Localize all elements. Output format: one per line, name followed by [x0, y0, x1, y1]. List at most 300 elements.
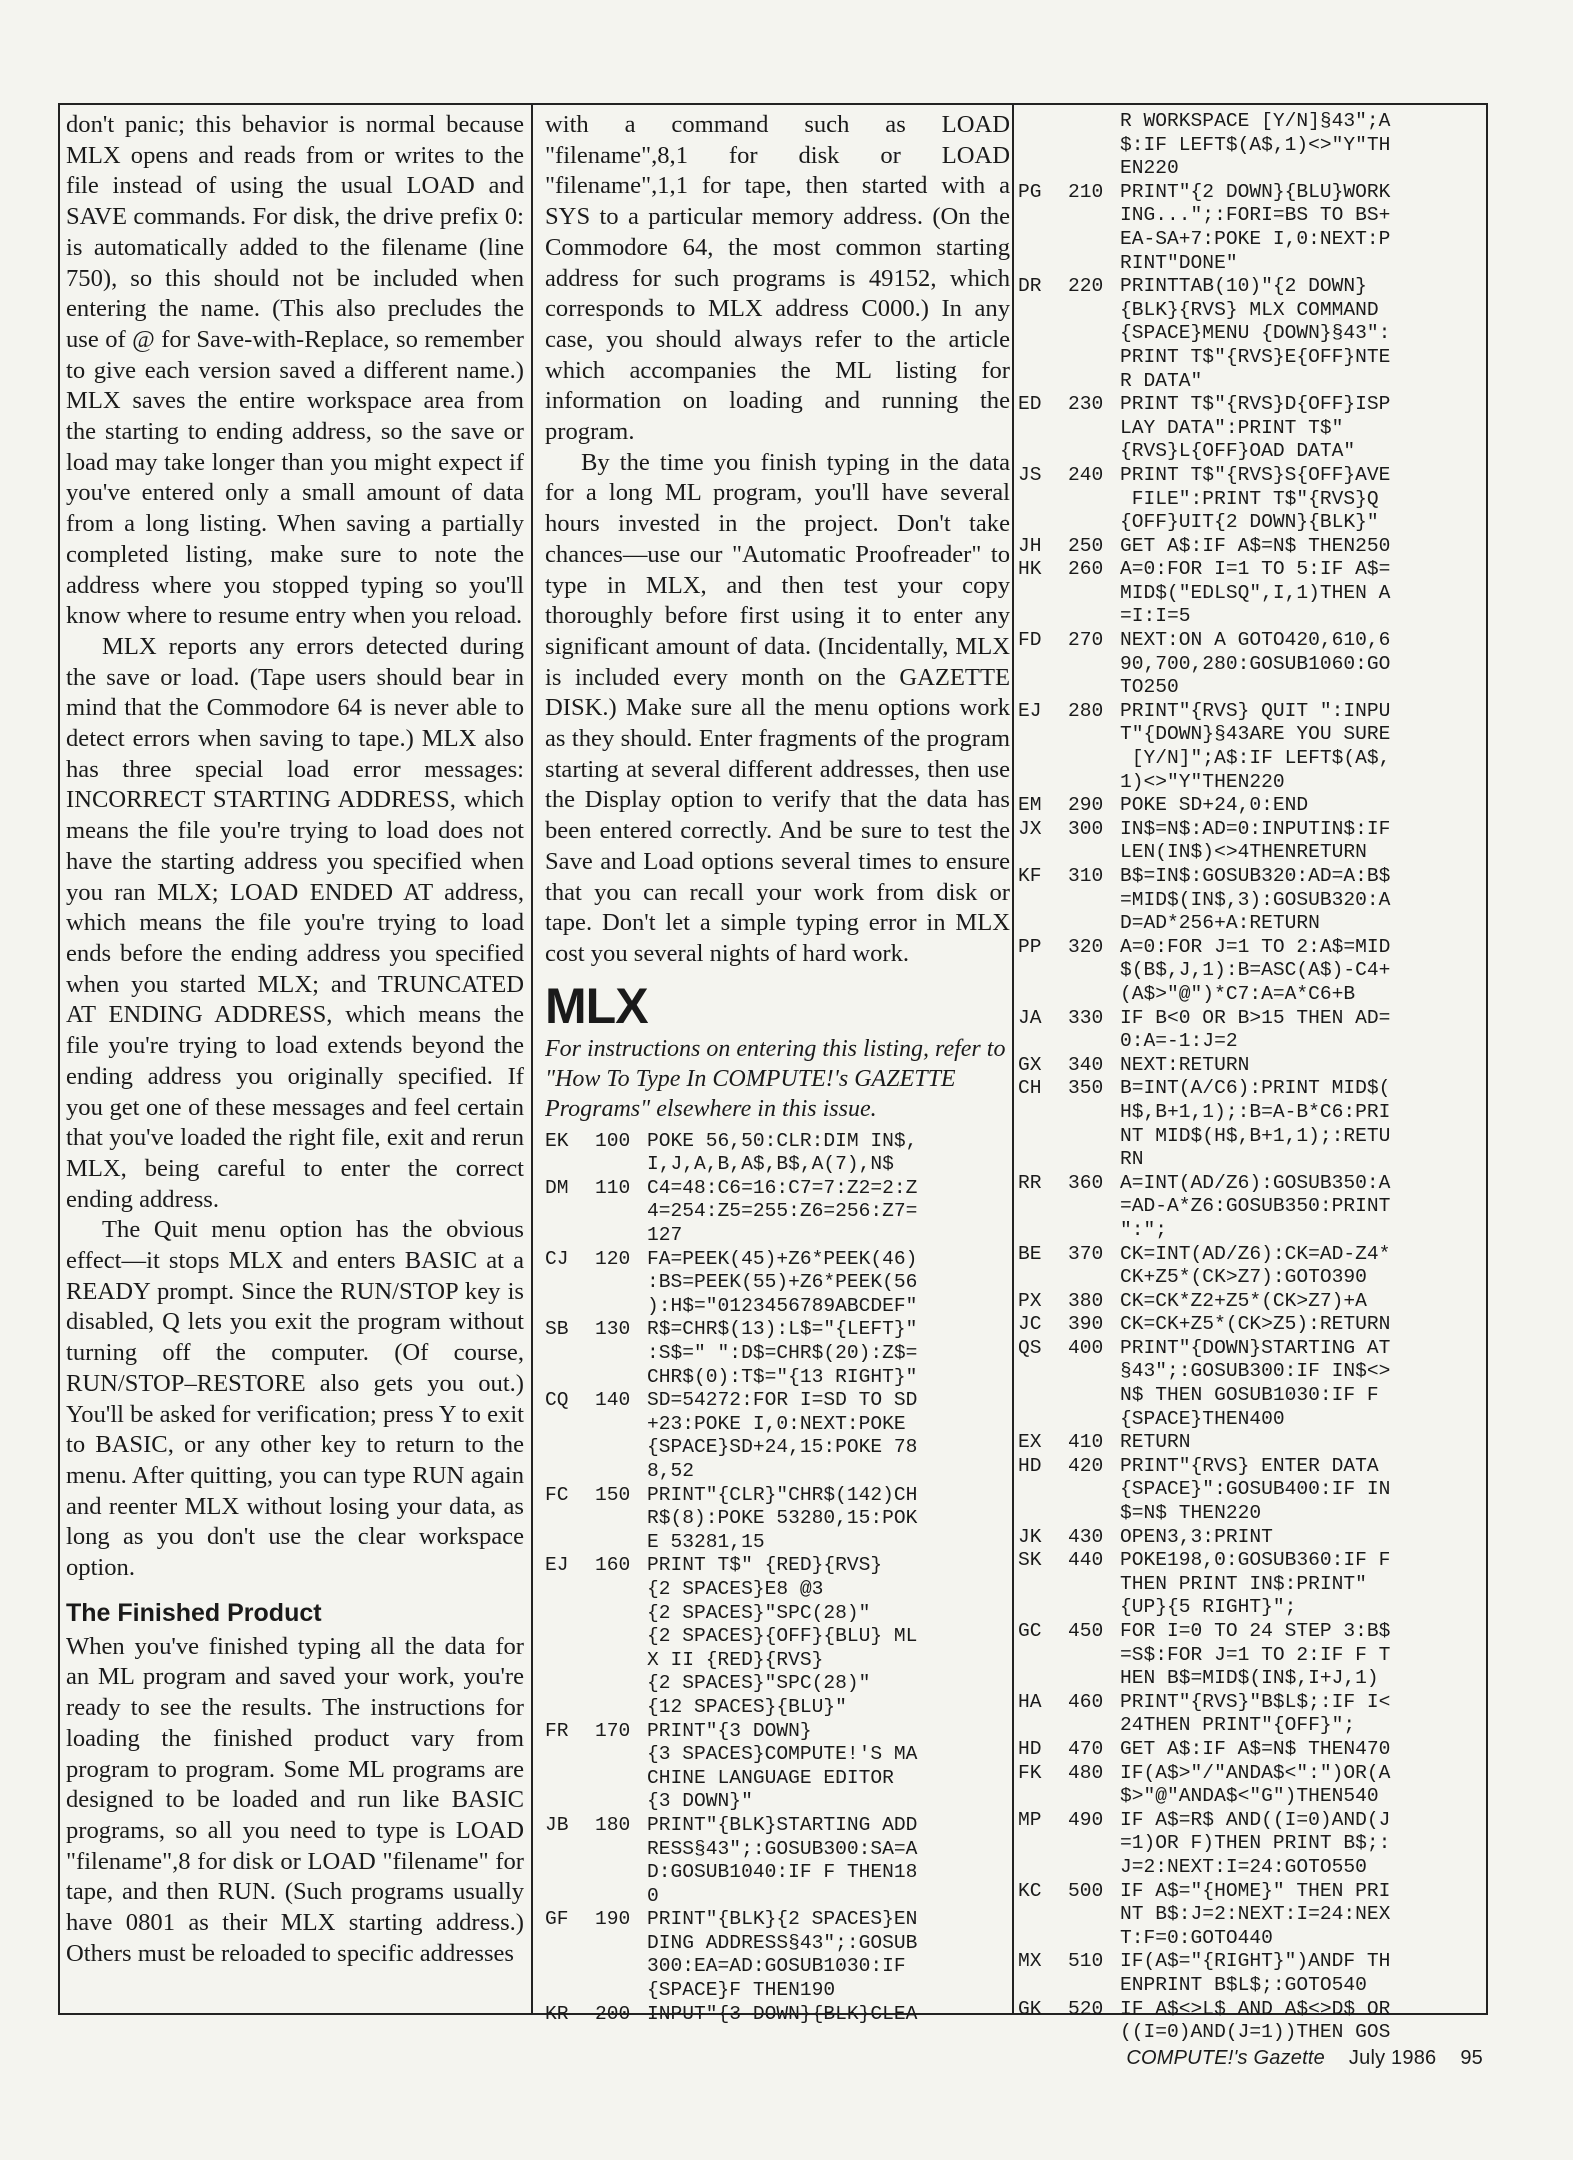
code-text: {SPACE}MENU {DOWN}§43": [1120, 322, 1391, 345]
code-text: PRINT"{RVS}"B$L$;:IF I< [1120, 1690, 1391, 1713]
code-line [545, 1672, 1010, 1696]
code-line [1018, 1455, 1484, 1479]
line-number [1068, 1573, 1120, 1597]
line-number: 520 [1068, 1997, 1104, 2020]
code-text: §43";:GOSUB300:IF IN$<> [1120, 1360, 1391, 1383]
checksum: JA [1018, 1006, 1042, 1029]
line-number [1068, 889, 1120, 913]
code-text: D=AD*256+A:RETURN [1120, 912, 1320, 935]
checksum [545, 1366, 595, 1390]
line-number [595, 1295, 647, 1319]
line-number [1068, 912, 1120, 936]
checksum [1018, 983, 1068, 1007]
checksum [545, 1413, 595, 1437]
line-number [595, 1224, 647, 1248]
checksum [545, 1602, 595, 1626]
code-text: PRINT"{RVS} QUIT ":INPU [1120, 699, 1391, 722]
line-number: 130 [595, 1318, 631, 1341]
checksum: DM [545, 1176, 569, 1199]
line-number [1068, 1785, 1120, 1809]
line-number [595, 1696, 647, 1720]
code-text: $(B$,J,1):B=ASC(A$)-C4+ [1120, 959, 1391, 982]
line-number [595, 1366, 647, 1390]
line-number [1068, 1644, 1120, 1668]
line-number [1068, 228, 1120, 252]
column-rule-2 [1012, 103, 1014, 2015]
line-number [595, 1932, 647, 1956]
code-line [545, 1177, 1010, 1201]
line-number [595, 1955, 647, 1979]
code-line [545, 1507, 1010, 1531]
code-text: CK=INT(AD/Z6):CK=AD-Z4* [1120, 1242, 1391, 1265]
code-text: {SPACE}":GOSUB400:IF IN [1120, 1478, 1391, 1501]
code-text: (A$>"@")*C7:A=A*C6+B [1120, 982, 1356, 1005]
paragraph: By the time you finish typing in the data for a long ML program, you'll have several hours invested in the project. Don't take chances—use our "Automatic Proofreader" to type in MLX, and then test your copy thoroughly before first using it to enter any significant amount of data. (Incidentally, MLX is included every month on the GAZETTE DISK.) Make sure all the menu options work as they should. Enter fragments of the program starting at several different addresses, then use the Display option to verify that the data has been entered correctly. And be sure to test the Save and Load options several times to ensure that you can recall your work from disk or tape. Don't let a simple typing error in MLX cost you several nights of hard work. [545, 448, 1010, 967]
code-text: PRINT"{CLR}"CHR$(142)CH [647, 1483, 918, 1506]
code-line [1018, 605, 1484, 629]
code-line [1018, 228, 1484, 252]
code-text: {RVS}L{OFF}OAD DATA" [1120, 440, 1356, 463]
code-line [1018, 1573, 1484, 1597]
code-text: T:F=0:GOTO440 [1120, 1926, 1273, 1949]
line-number [1068, 1714, 1120, 1738]
code-line [1018, 1337, 1484, 1361]
checksum [1018, 322, 1068, 346]
paragraph: don't panic; this behavior is normal because MLX opens and reads from or writes to the file instead of using the usual LOAD and SAVE commands. For disk, the drive prefix 0: is automatically added to the filename (line 750), so this should not be included when entering the name. (This also precludes the use of @ for Save-with-Replace, so remember to give each version saved a different name.) MLX saves the entire workspace area from the starting to ending address, so the save or load may take longer than you might expect if you've entered only a small amount of data from a long listing. When saving a partially completed listing, make sure to note the address where you stopped typing so you'll know where to resume entry when you reload. [66, 111, 524, 630]
code-text: PRINT T$" {RED}{RVS} [647, 1554, 883, 1577]
code-line [545, 2003, 1010, 2027]
checksum: HA [1018, 1690, 1042, 1713]
line-number: 360 [1068, 1171, 1104, 1194]
code-text: {UP}{5 RIGHT}"; [1120, 1596, 1297, 1619]
code-line [1018, 1266, 1484, 1290]
checksum [1018, 1266, 1068, 1290]
line-number [1068, 440, 1120, 464]
code-line [1018, 1384, 1484, 1408]
code-text: PRINT T$"{RVS}E{OFF}NTE [1120, 345, 1391, 368]
checksum: HD [1018, 1737, 1042, 1760]
checksum [1018, 511, 1068, 535]
checksum: GF [545, 1908, 569, 1931]
line-number: 490 [1068, 1808, 1104, 1831]
code-line [545, 1436, 1010, 1460]
code-line [1018, 2021, 1484, 2045]
line-number [1068, 1101, 1120, 1125]
checksum: JB [545, 1813, 569, 1836]
code-line [545, 1224, 1010, 1248]
code-line [1018, 1313, 1484, 1337]
line-number [1068, 2021, 1120, 2045]
checksum: RR [1018, 1171, 1042, 1194]
code-line [1018, 936, 1484, 960]
code-line [545, 1625, 1010, 1649]
checksum: EK [545, 1129, 569, 1152]
code-line [1018, 1030, 1484, 1054]
checksum [1018, 676, 1068, 700]
line-number [1068, 1856, 1120, 1880]
code-text: {SPACE}SD+24,15:POKE 78 [647, 1436, 918, 1459]
checksum [1018, 1596, 1068, 1620]
line-number: 170 [595, 1719, 631, 1742]
code-line [1018, 417, 1484, 441]
checksum [1018, 157, 1068, 181]
code-listing [545, 1130, 1010, 2027]
code-text: EN220 [1120, 157, 1179, 180]
code-line [545, 1908, 1010, 1932]
line-number [595, 1436, 647, 1460]
line-number [1068, 110, 1120, 134]
code-text: B$=IN$:GOSUB320:AD=A:B$ [1120, 865, 1391, 887]
code-line [545, 1554, 1010, 1578]
checksum [545, 1295, 595, 1319]
line-number: 450 [1068, 1620, 1104, 1642]
checksum [545, 1861, 595, 1885]
code-text: R$(8):POKE 53280,15:POK [647, 1507, 918, 1530]
code-line [545, 1318, 1010, 1342]
code-text: RETURN [1120, 1431, 1191, 1454]
column-2 [545, 110, 1010, 2026]
line-number: 270 [1068, 629, 1104, 652]
code-text: PRINT"{BLK}STARTING ADD [647, 1813, 918, 1836]
paragraph: with a command such as LOAD "filename",8,1 for disk or LOAD "filename",1,1 for tape, then started with a SYS to a particular memory address. (On the Commodore 64, the most common starting address for such programs is 49152, which corresponds to MLX address C000.) In any case, you should always refer to the article which accompanies the ML listing for information on loading and running the program. [545, 111, 1010, 446]
line-number: 300 [1068, 817, 1104, 840]
code-text: NEXT:ON A GOTO420,610,6 [1120, 629, 1391, 652]
code-text: 0:A=-1:J=2 [1120, 1030, 1238, 1053]
line-number: 440 [1068, 1549, 1104, 1572]
code-line [545, 1979, 1010, 2003]
code-line [1018, 676, 1484, 700]
code-line [1018, 959, 1484, 983]
code-line [545, 1248, 1010, 1272]
checksum [1018, 228, 1068, 252]
code-line [1018, 393, 1484, 417]
code-line [545, 1885, 1010, 1909]
code-text: =MID$(IN$,3):GOSUB320:A [1120, 888, 1391, 911]
checksum [1018, 1219, 1068, 1243]
code-line [1018, 1478, 1484, 1502]
checksum: JK [1018, 1525, 1042, 1548]
code-text: RINT"DONE" [1120, 251, 1238, 274]
code-line [545, 1366, 1010, 1390]
line-number [1068, 1502, 1120, 1526]
line-number: 180 [595, 1813, 631, 1836]
checksum: EX [1018, 1431, 1042, 1454]
line-number: 500 [1068, 1879, 1104, 1902]
code-line [545, 1649, 1010, 1673]
line-number [1068, 723, 1120, 747]
code-text: {2 SPACES}"SPC(28)" [647, 1601, 871, 1624]
code-text: PRINT"{RVS} ENTER DATA [1120, 1454, 1379, 1477]
line-number [595, 1672, 647, 1696]
code-text: {3 SPACES}COMPUTE!'S MA [647, 1743, 918, 1766]
code-text: IF A$<>L$ AND A$<>D$ OR [1120, 1997, 1391, 2020]
line-number: 320 [1068, 935, 1104, 958]
line-number: 200 [595, 2002, 631, 2025]
code-text: H$,B+1,1);:B=A-B*C6:PRI [1120, 1100, 1391, 1123]
checksum [545, 1507, 595, 1531]
checksum [545, 1342, 595, 1366]
line-number [1068, 1195, 1120, 1219]
code-text: SD=54272:FOR I=SD TO SD [647, 1389, 918, 1412]
page-footer [1126, 2047, 1483, 2070]
code-line [545, 1578, 1010, 1602]
line-number: 110 [595, 1176, 631, 1199]
line-number: 380 [1068, 1289, 1104, 1312]
line-number: 150 [595, 1483, 631, 1506]
checksum [1018, 370, 1068, 394]
paragraph: MLX reports any errors detected during the save or load. (Tape users should bear in mind that the Commodore 64 is never able to detect errors when saving to tape.) MLX also has three special load error messages: INCORRECT STARTING ADDRESS, which means the file you're trying to load does not have the starting address you specified when you ran MLX; LOAD ENDED AT address, which means the file you're trying to load ends before the ending address you specified when you started MLX; and TRUNCATED AT ENDING ADDRESS, which means the file you're trying to load extends beyond the ending address you originally specified. If you get one of these messages and feel certain that you've loaded the right file, exit and rerun MLX, being careful to enter the correct ending address. [66, 632, 524, 1213]
code-line [1018, 204, 1484, 228]
checksum: EJ [1018, 699, 1042, 722]
checksum: PX [1018, 1289, 1042, 1312]
line-number: 280 [1068, 699, 1104, 722]
code-text: ":"; [1120, 1218, 1168, 1241]
checksum [545, 1932, 595, 1956]
checksum: FD [1018, 629, 1042, 652]
checksum [1018, 417, 1068, 441]
line-number: 260 [1068, 558, 1104, 581]
code-text: PRINT"{3 DOWN} [647, 1719, 812, 1742]
code-line [1018, 1856, 1484, 1880]
code-text: POKE198,0:GOSUB360:IF F [1120, 1549, 1391, 1572]
checksum: GC [1018, 1620, 1042, 1642]
checksum [1018, 346, 1068, 370]
checksum [545, 1790, 595, 1814]
code-text: THEN PRINT IN$:PRINT" [1120, 1572, 1367, 1595]
line-number [1068, 346, 1120, 370]
code-line [1018, 1620, 1484, 1644]
line-number [595, 1578, 647, 1602]
checksum: CH [1018, 1077, 1042, 1100]
code-text: ):H$="0123456789ABCDEF" [647, 1294, 918, 1317]
checksum: KF [1018, 865, 1042, 887]
code-text: FA=PEEK(45)+Z6*PEEK(46) [647, 1247, 918, 1270]
code-line [1018, 1785, 1484, 1809]
code-text: IN$=N$:AD=0:INPUTIN$:IF [1120, 817, 1391, 840]
code-text: {3 DOWN}" [647, 1790, 753, 1813]
code-text: IF B<0 OR B>15 THEN AD= [1120, 1006, 1391, 1029]
code-text: D:GOSUB1040:IF F THEN18 [647, 1861, 918, 1884]
code-text: HEN B$=MID$(IN$,I+J,1) [1120, 1667, 1379, 1690]
code-text: CK=CK*Z2+Z5*(CK>Z7)+A [1120, 1289, 1367, 1312]
code-text: A=INT(AD/Z6):GOSUB350:A [1120, 1171, 1391, 1194]
code-line [545, 1413, 1010, 1437]
line-number [595, 1602, 647, 1626]
checksum [545, 1625, 595, 1649]
line-number [1068, 1125, 1120, 1149]
code-text: RN [1120, 1148, 1144, 1171]
code-text: A=0:FOR I=1 TO 5:IF A$= [1120, 558, 1391, 581]
code-line [1018, 794, 1484, 818]
checksum: DR [1018, 275, 1042, 298]
checksum [1018, 1785, 1068, 1809]
checksum [1018, 110, 1068, 134]
code-line [545, 1861, 1010, 1885]
code-text: X II {RED}{RVS} [647, 1648, 824, 1671]
code-line [545, 1932, 1010, 1956]
code-text: MID$("EDLSQ",I,1)THEN A [1120, 581, 1391, 604]
line-number [1068, 1360, 1120, 1384]
code-line [1018, 1219, 1484, 1243]
code-line [1018, 440, 1484, 464]
code-line [545, 1460, 1010, 1484]
code-line [1018, 511, 1484, 535]
checksum [545, 1979, 595, 2003]
checksum [545, 1460, 595, 1484]
line-number: 510 [1068, 1950, 1104, 1973]
code-line [1018, 1431, 1484, 1455]
code-text: POKE SD+24,0:END [1120, 794, 1309, 817]
checksum [1018, 299, 1068, 323]
checksum [545, 1955, 595, 1979]
issue-date: July 1986 [1348, 2047, 1437, 2069]
line-number: 460 [1068, 1690, 1104, 1713]
checksum: CJ [545, 1247, 569, 1270]
listing-intro: For instructions on entering this listing, refer to "How To Type In COMPUTE!'s GAZETTE Programs" elsewhere in this issue. [545, 1035, 1006, 1122]
checksum [1018, 252, 1068, 276]
checksum [1018, 889, 1068, 913]
line-number [1068, 582, 1120, 606]
checksum [545, 1271, 595, 1295]
line-number: 480 [1068, 1761, 1104, 1784]
code-line [1018, 1148, 1484, 1172]
code-line [545, 1200, 1010, 1224]
line-number [595, 1625, 647, 1649]
checksum: PG [1018, 180, 1042, 203]
checksum [1018, 440, 1068, 464]
code-text: {2 SPACES}E8 @3 [647, 1577, 824, 1600]
checksum [545, 1436, 595, 1460]
line-number [595, 1531, 647, 1555]
checksum: GX [1018, 1053, 1042, 1076]
line-number: 410 [1068, 1431, 1104, 1454]
checksum [1018, 1478, 1068, 1502]
code-line [1018, 723, 1484, 747]
code-text: ING...";:FORI=BS TO BS+ [1120, 204, 1391, 227]
code-text: {BLK}{RVS} MLX COMMAND [1120, 298, 1379, 321]
line-number [1068, 417, 1120, 441]
code-text: +23:POKE I,0:NEXT:POKE [647, 1412, 906, 1435]
code-line [1018, 1903, 1484, 1927]
line-number [595, 1885, 647, 1909]
code-line [1018, 346, 1484, 370]
checksum [545, 1649, 595, 1673]
code-line [545, 1814, 1010, 1838]
code-text: FILE":PRINT T$"{RVS}Q [1120, 487, 1379, 510]
line-number [595, 1861, 647, 1885]
checksum: JS [1018, 463, 1042, 486]
checksum: MP [1018, 1808, 1042, 1831]
checksum [545, 1885, 595, 1909]
code-line [1018, 1077, 1484, 1101]
checksum: JH [1018, 534, 1042, 557]
line-number [595, 1838, 647, 1862]
line-number [595, 1460, 647, 1484]
checksum [1018, 1667, 1068, 1691]
code-line [1018, 1927, 1484, 1951]
line-number [595, 1790, 647, 1814]
checksum: FR [545, 1719, 569, 1742]
code-text: ENPRINT B$L$;:GOTO540 [1120, 1973, 1367, 1996]
code-line [1018, 134, 1484, 158]
line-number [595, 1767, 647, 1791]
code-line [1018, 1125, 1484, 1149]
line-number: 120 [595, 1247, 631, 1270]
code-text: GET A$:IF A$=N$ THEN470 [1120, 1737, 1391, 1760]
code-line [1018, 1007, 1484, 1031]
code-text: 24THEN PRINT"{OFF}"; [1120, 1714, 1356, 1737]
code-text: :BS=PEEK(55)+Z6*PEEK(56 [647, 1271, 918, 1294]
checksum [1018, 1903, 1068, 1927]
code-text: =1)OR F)THEN PRINT B$;: [1120, 1832, 1391, 1855]
code-line [1018, 1526, 1484, 1550]
code-line [1018, 1974, 1484, 1998]
checksum [1018, 747, 1068, 771]
checksum [545, 1200, 595, 1224]
line-number [1068, 1384, 1120, 1408]
line-number: 400 [1068, 1336, 1104, 1359]
code-text: CK=CK+Z5*(CK>Z5):RETURN [1120, 1313, 1391, 1336]
code-text: PRINT"{2 DOWN}{BLU}WORK [1120, 180, 1391, 203]
code-line [1018, 1172, 1484, 1196]
line-number [1068, 959, 1120, 983]
code-line [1018, 889, 1484, 913]
code-text: NEXT:RETURN [1120, 1053, 1250, 1076]
code-text: {12 SPACES}{BLU}" [647, 1695, 847, 1718]
checksum [545, 1767, 595, 1791]
checksum: HD [1018, 1454, 1042, 1477]
code-text: B=INT(A/C6):PRINT MID$( [1120, 1077, 1391, 1100]
checksum [1018, 653, 1068, 677]
code-line [1018, 299, 1484, 323]
code-text: I,J,A,B,A$,B$,A(7),N$ [647, 1153, 894, 1176]
checksum: KC [1018, 1879, 1042, 1902]
checksum: FC [545, 1483, 569, 1506]
checksum [1018, 1030, 1068, 1054]
code-line [1018, 1596, 1484, 1620]
line-number [1068, 299, 1120, 323]
code-line [1018, 252, 1484, 276]
code-text: R DATA" [1120, 369, 1203, 392]
checksum [1018, 1384, 1068, 1408]
code-text: NT B$:J=2:NEXT:I=24:NEX [1120, 1903, 1391, 1926]
code-text: 8,52 [647, 1460, 695, 1482]
code-line [1018, 653, 1484, 677]
checksum [545, 1578, 595, 1602]
code-text: LAY DATA":PRINT T$" [1120, 416, 1344, 439]
code-text: {OFF}UIT{2 DOWN}{BLK}" [1120, 511, 1379, 534]
code-line [1018, 818, 1484, 842]
line-number [1068, 1903, 1120, 1927]
code-text: {2 SPACES}{OFF}{BLU} ML [647, 1625, 918, 1648]
checksum [1018, 1101, 1068, 1125]
code-line [545, 1484, 1010, 1508]
code-text: 127 [647, 1224, 683, 1247]
line-number [595, 1743, 647, 1767]
code-line [545, 1602, 1010, 1626]
checksum [1018, 488, 1068, 512]
line-number [1068, 1148, 1120, 1172]
checksum [1018, 1360, 1068, 1384]
line-number [1068, 511, 1120, 535]
listing-title: MLX [545, 977, 648, 1034]
line-number [1068, 252, 1120, 276]
checksum [545, 1743, 595, 1767]
code-text: A=0:FOR J=1 TO 2:A$=MID [1120, 935, 1391, 958]
code-line [1018, 700, 1484, 724]
checksum [1018, 1148, 1068, 1172]
code-text: 0 [647, 1884, 659, 1907]
